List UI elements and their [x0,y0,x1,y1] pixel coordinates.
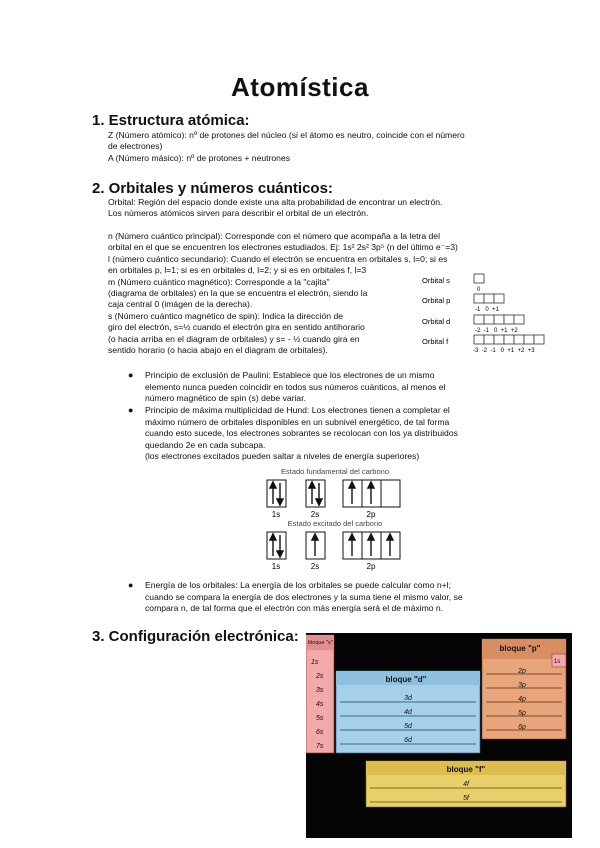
hund-line-4: quedando 2e en cada subcapa. [145,440,266,450]
orbital-f-m: -3 -2 -1 0 +1 +2 +3 [473,348,535,354]
bullet-dot: ● [128,580,134,590]
d-row-3d: 3d [404,695,412,702]
energy-line-2: cuando se compara la energía de dos electrones y la suma tiene el mismo valor, se [145,592,463,602]
s1-line-3: A (Número másico): nº de protones + neutrones [108,153,291,163]
bullet-dot: ● [128,405,134,415]
carbon-label-2s-excited: 2s [310,562,320,571]
p-row-6p: 6p [518,724,526,731]
energy-line-1: Energía de los orbitales: La energía de los orbitales se puede calcular como n+l; [145,580,451,590]
qn-line-6: (diagrama de orbitales) en la que se encuentra el electrón, siendo la [108,288,368,298]
hund-line-3: cuando esto sucede, los electrones sobrantes se recolocan con los ya distribuidos [145,428,458,438]
orbital-m-diagram [420,268,555,360]
qn-line-1: n (Número cuántico principal): Corresponde con el número que acompaña a la letra del [108,231,440,241]
carbon-label-1s-excited: 1s [271,562,281,571]
hund-line-2: máximo número de orbitales disponibles en un subnivel energético, de tal forma [145,417,450,427]
s1-line-2: de electrones) [108,141,163,151]
s2-intro-1: Orbital: Región del espacio donde existe una alta probabilidad de encontrar un electrón. [108,197,443,207]
qn-line-3: l (número cuántico secundario): Cuando el electrón se encuentra en orbitales s, l=0; si es [108,254,448,264]
s-row-7s: 7s [316,743,324,750]
qn-line-7: caja central 0 (imágen de la derecha). [108,299,253,309]
carbon-label-2s: 2s [310,510,320,519]
s-block-label: bloque "s" [308,640,333,646]
periodic-blocks-diagram [306,633,572,838]
s-row-4s: 4s [316,701,324,708]
qn-line-10: (o hacia arriba en el diagram de orbitales) y s= - ½ cuando gira en [108,334,360,344]
orbital-p-label: Orbital p [422,296,451,305]
p-block-label: bloque "p" [499,644,541,653]
pauli-line-3: número magnético de spin (s) debe variar. [145,393,306,403]
f-row-4f: 4f [463,781,469,788]
pauli-line-2: elemento nunca pueden coincidir en todos sus números cuánticos, al menos el [145,382,446,392]
qn-line-11: sentido horario (o hacia abajo en el diagram de orbitales). [108,345,328,355]
carbon-label-2p: 2p [366,510,376,519]
carbon-ground-title: Estado fundamental del carbono [281,467,389,476]
carbon-label-1s: 1s [271,510,281,519]
s-row-6s: 6s [316,729,324,736]
orbital-f-label: Orbital f [422,337,449,346]
s-row-3s: 3s [316,687,324,694]
p-row-5p: 5p [518,710,526,717]
section-1-heading: 1. Estructura atómica: [92,112,250,129]
s1-line-1: Z (Número atómico): nº de protones del núcleo (si el átomo es neutro, coincide con el número [108,130,465,140]
p-row-3p: 3p [518,682,526,689]
bullet-dot: ● [128,370,134,380]
s-row-5s: 5s [316,715,324,722]
hund-line-5: (los electrones excitados pueden saltar a niveles de energía superiores) [145,451,420,461]
he-1s-label: 1s [554,659,561,665]
qn-line-5: m (Número cuántico magnético): Corresponde a la "cajita" [108,277,330,287]
d-row-4d: 4d [404,709,412,716]
d-row-5d: 5d [404,723,412,730]
orbital-s-m: 0 [477,287,481,293]
f-block-label: bloque "f" [446,765,486,774]
orbital-d-m: -2 -1 0 +1 +2 [475,328,518,334]
p-row-4p: 4p [518,696,526,703]
qn-line-8: s (Número cuántico magnético de spin): Indica la dirección de [108,311,344,321]
d-block-label: bloque "d" [385,675,427,684]
page-title: Atomística [231,72,369,102]
section-3-heading: 3. Configuración electrónica: [92,628,299,645]
f-row-5f: 5f [463,795,469,802]
orbital-p-m: -1 0 +1 [475,307,499,313]
d-row-6d: 6d [404,737,412,744]
orbital-s-label: Orbital s [422,276,450,285]
qn-line-4: en orbitales p, l=1; si es en orbitales d, l=2; y si es en orbitales f, l=3 [108,265,367,275]
carbon-orbital-diagram [255,464,415,572]
p-row-2p: 2p [518,668,526,675]
section-2-heading: 2. Orbitales y números cuánticos: [92,180,333,197]
qn-line-9: giro del electrón, s=½ cuando el electrón gira en sentido antihorario [108,322,365,332]
carbon-label-2p-excited: 2p [366,562,376,571]
qn-line-2: orbital en el que se encuentren los electrones estudiados. Ej: 1s² 2s² 3p⁵ (n del último e⁻=3) [108,242,458,252]
pauli-line-1: Principio de exclusión de Paulini: Establece que los electrones de un mismo [145,370,435,380]
carbon-excited-title: Estado excitado del carbono [287,519,383,528]
s-row-2s: 2s [316,673,324,680]
energy-line-3: compara n, de tal forma que el electrón con más energía será el de máximo n. [145,603,444,613]
orbital-d-label: Orbital d [422,317,451,326]
hund-line-1: Principio de máxima multiplicidad de Hund: Los electrones tienen a completar el [145,405,450,415]
s2-intro-2: Los números atómicos sirven para describir el orbital de un electrón. [108,208,369,218]
s-row-1s: 1s [311,659,319,666]
